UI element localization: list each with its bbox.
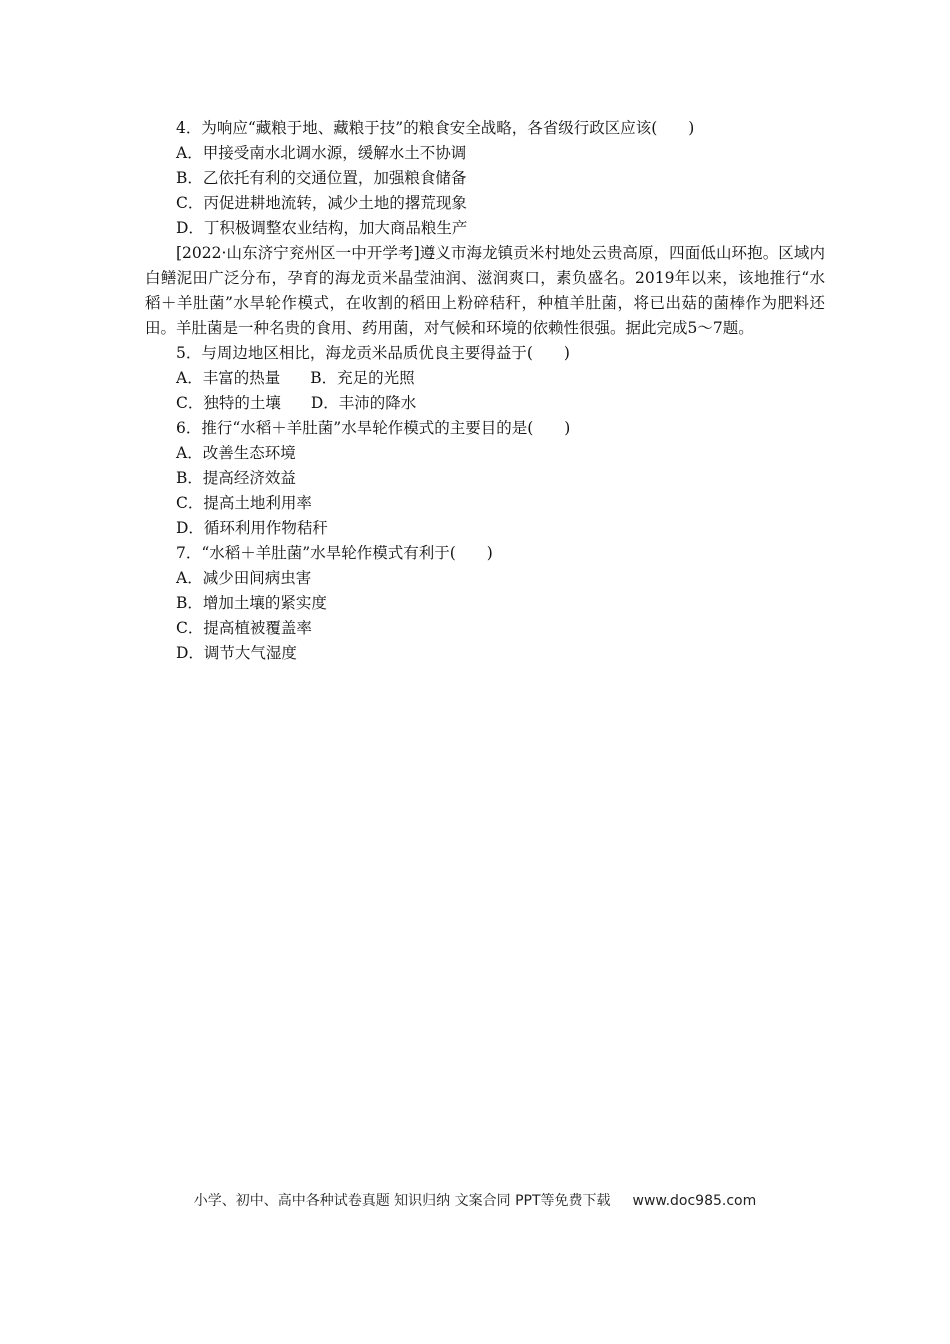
question-5 <box>145 341 825 416</box>
question-4 <box>145 116 825 241</box>
question-6 <box>145 416 825 541</box>
question-4-stem: 4．为响应“藏粮于地、藏粮于技”的粮食安全战略，各省级行政区应该( ) <box>176 119 695 137</box>
question-5-options-row-2 <box>145 391 825 416</box>
page-footer <box>0 1190 950 1210</box>
question-5-option-b: B．充足的光照 <box>310 369 415 387</box>
question-6-option-b: B．提高经济效益 <box>176 469 296 487</box>
footer-url[interactable]: www.doc985.com <box>632 1193 757 1209</box>
footer-text: 小学、初中、高中各种试卷真题 知识归纳 文案合同 PPT等免费下载 <box>193 1193 611 1209</box>
question-4-option-a: A．甲接受南水北调水源，缓解水土不协调 <box>176 144 467 162</box>
question-5-option-a: A．丰富的热量 <box>176 369 281 387</box>
question-7-stem: 7．“水稻＋羊肚菌”水旱轮作模式有利于( ) <box>176 544 493 562</box>
question-7-option-d: D．调节大气湿度 <box>176 644 297 662</box>
question-4-option-c: C．丙促进耕地流转，减少土地的撂荒现象 <box>176 194 467 212</box>
material-paragraph: [2022·山东济宁兖州区一中开学考]遵义市海龙镇贡米村地处云贵高原，四面低山环抱。区域内白鳝泥田广泛分布，孕育的海龙贡米晶莹油润、滋润爽口，素负盛名。2019年以来，该地推行“水稻＋羊肚菌”水旱轮作模式，在收割的稻田上粉碎秸秆，种植羊肚菌，将已出菇的菌棒作为肥料还田。羊肚菌是一种名贵的食用、药用菌，对气候和环境的依赖性很强。据此完成5～7题。 <box>145 244 825 337</box>
question-7 <box>145 541 825 666</box>
question-5-stem: 5．与周边地区相比，海龙贡米品质优良主要得益于( ) <box>176 344 570 362</box>
question-4-option-d: D．丁积极调整农业结构，加大商品粮生产 <box>176 219 468 237</box>
question-6-option-a: A．改善生态环境 <box>176 444 296 462</box>
question-7-option-c: C．提高植被覆盖率 <box>176 619 312 637</box>
question-6-option-d: D．循环利用作物秸秆 <box>176 519 328 537</box>
question-5-option-d: D．丰沛的降水 <box>310 394 417 412</box>
question-5-option-c: C．独特的土壤 <box>176 394 281 412</box>
question-4-option-b: B．乙依托有利的交通位置，加强粮食储备 <box>176 169 467 187</box>
question-6-stem: 6．推行“水稻＋羊肚菌”水旱轮作模式的主要目的是( ) <box>176 419 571 437</box>
exam-page-content <box>145 116 825 666</box>
question-5-options-row-1 <box>145 366 825 391</box>
question-7-option-a: A．减少田间病虫害 <box>176 569 312 587</box>
question-6-option-c: C．提高土地利用率 <box>176 494 312 512</box>
question-7-option-b: B．增加土壤的紧实度 <box>176 594 327 612</box>
